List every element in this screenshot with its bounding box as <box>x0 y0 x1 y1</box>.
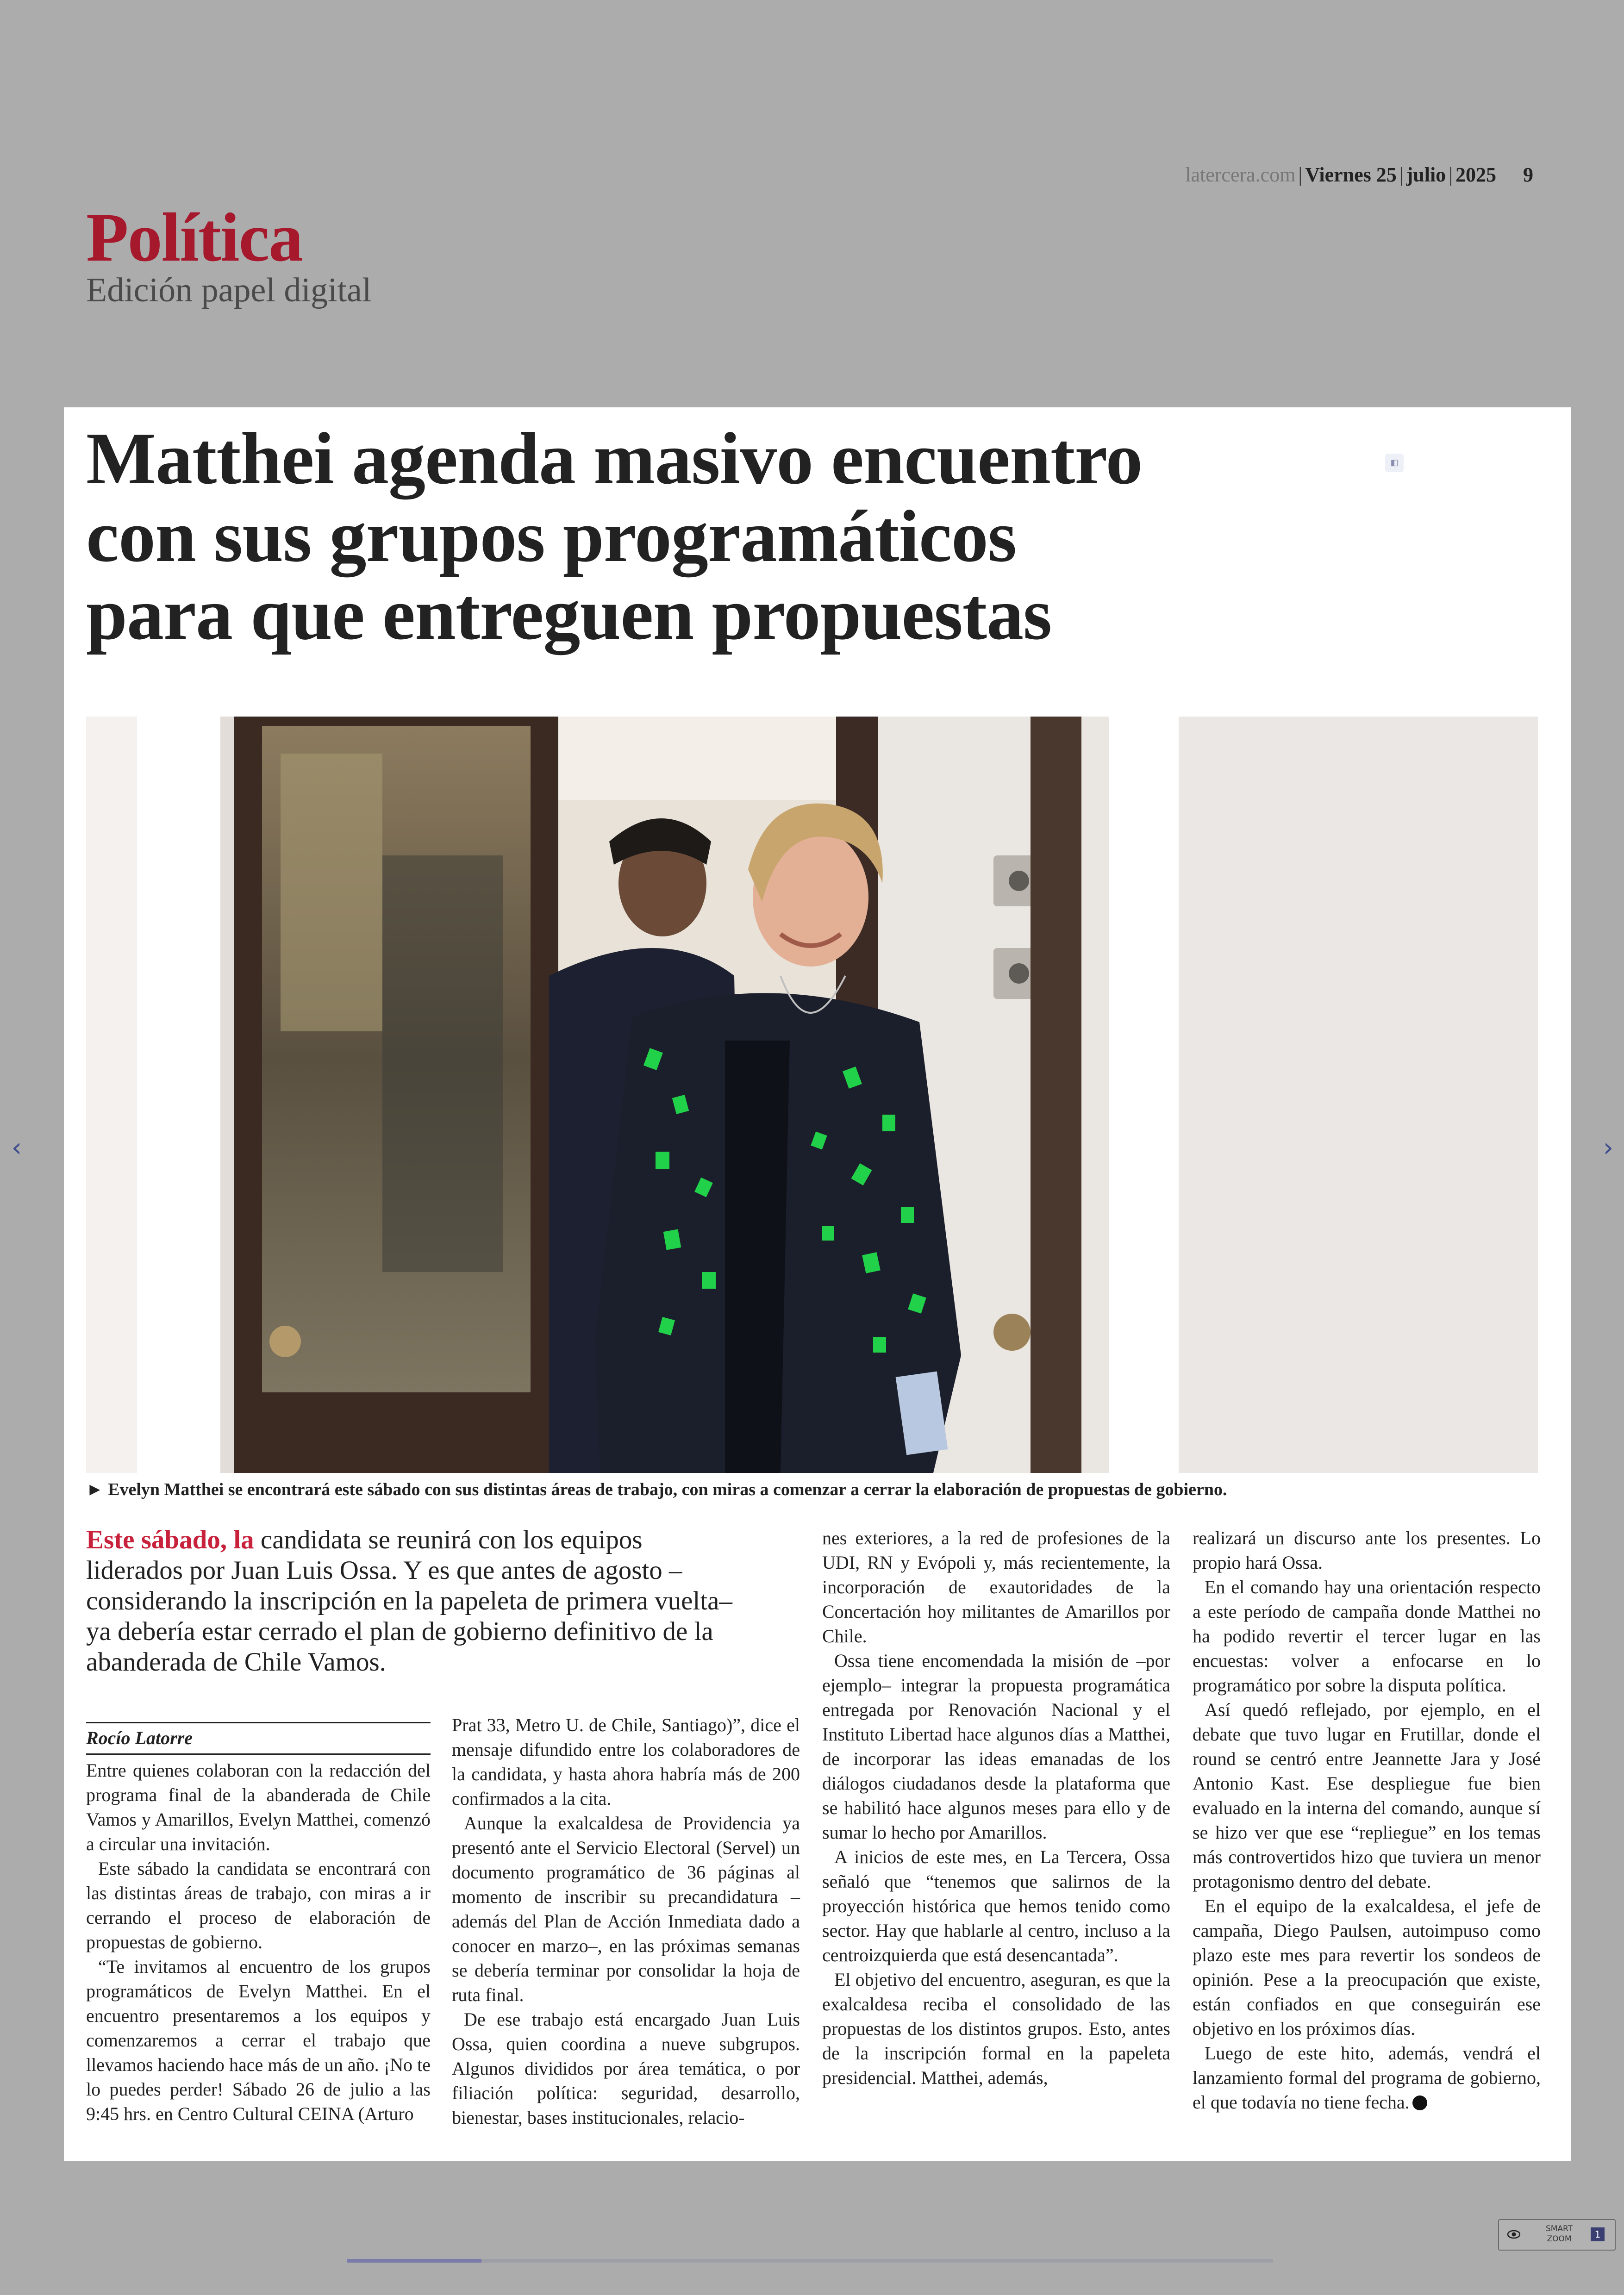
body-column-3 <box>822 1526 1170 2090</box>
body-column-1 <box>86 1758 431 2126</box>
smart-zoom-label-line: ZOOM <box>1547 2234 1572 2244</box>
body-column-2 <box>452 1713 800 2130</box>
page-number: 9 <box>1523 163 1533 186</box>
body-paragraph: A inicios de este mes, en La Tercera, Ossa señaló que “tenemos que salirnos de la proyección histórica que hemos tenido como sector. Hay que hablarle al centro, incluso a la centroizquierda que está desencantada”. <box>822 1846 1170 1965</box>
lead-kicker: Este sábado, la <box>86 1525 254 1554</box>
header-month: julio <box>1406 163 1446 186</box>
body-paragraph: Prat 33, Metro U. de Chile, Santiago)”, dice el mensaje difundido entre los colaboradores de la candidata, y hasta ahora habría más de 200 confirmados a la cita. <box>452 1715 800 1809</box>
body-paragraph: Ossa tiene encomendada la misión de –por ejemplo– integrar la propuesta programática entregada por Renovación Nacional y el Instituto Libertad hace algunos días a Matthei, de incorporar las ideas emanadas de los diálogos ciudadanos desde la plataforma que se habilitó hace algunos meses para ello y de sumar lo hecho por Amarillos. <box>822 1650 1170 1843</box>
chevron-left-icon: ‹ <box>11 1133 22 1163</box>
next-page-button[interactable] <box>1594 1129 1622 1166</box>
article-photo <box>86 717 1538 1473</box>
page-header-line: latercera.com | Viernes 25 | julio | 2025 <box>1185 163 1496 186</box>
headline-line: Matthei agenda masivo encuentro <box>86 417 1143 499</box>
lead-text: candidata se reunirá con los equipos liderados por Juan Luis Ossa. Y es que antes de agosto –considerando la inscripción en la papeleta de primera vuelta– ya debería estar cerrado el plan de gobierno definitivo de la abanderada de Chile Vamos. <box>86 1525 732 1677</box>
body-paragraph-last <box>1193 2041 1541 2114</box>
body-paragraph: En el comando hay una orientación respecto a este período de campaña donde Matthei no ha podido revertir el tercer lugar en las encuestas: volver a enfocarse en lo programático por sobre la disputa política. <box>1193 1577 1541 1696</box>
body-paragraph: El objetivo del encuentro, aseguran, es que la exalcaldesa reciba el consolidado de las propuestas de los distintos grupos. Esto, antes de la inscripción formal en la papeleta presidencial. Matthei, además, <box>822 1969 1170 2088</box>
page-marker-icon[interactable]: ◧ <box>1385 454 1404 472</box>
body-paragraph: En el equipo de la exalcaldesa, el jefe de campaña, Diego Paulsen, autoimpuso como plazo este mes para revertir los sondeos de opinión. Pese a la preocupación que existe, están confiados en que conseguirán ese objetivo en los próximos días. <box>1193 1896 1541 2039</box>
headline-line: para que entreguen propuestas <box>86 573 1052 655</box>
byline: Rocío Latorre <box>86 1722 431 1755</box>
body-column-4 <box>1193 1526 1541 2114</box>
edition-subtitle: Edición papel digital <box>86 271 372 309</box>
smart-zoom-button[interactable] <box>1498 2219 1616 2251</box>
section-title: Política <box>86 199 303 276</box>
page-progress-fill[interactable] <box>347 2259 481 2263</box>
end-dot-icon <box>1412 2095 1427 2110</box>
headline-line: con sus grupos programáticos <box>86 495 1017 577</box>
previous-page-button[interactable] <box>3 1129 31 1166</box>
eye-icon <box>1507 2228 1520 2240</box>
header-day: Viernes 25 <box>1305 163 1397 186</box>
body-paragraph-text: Luego de este hito, además, vendrá el lanzamiento formal del programa de gobierno, el que todavía no tiene fecha. <box>1193 2043 1541 2113</box>
body-paragraph: “Te invitamos al encuentro de los grupos programáticos de Evelyn Matthei. En el encuentro presentaremos a los equipos y comenzaremos a cerrar el trabajo que llevamos haciendo hace más de un año. ¡No te lo puedes perder! Sábado 26 de julio a las 9:45 hrs. en Centro Cultural CEINA (Arturo <box>86 1956 431 2124</box>
site-name: latercera.com <box>1185 163 1296 186</box>
smart-zoom-badge: 1 <box>1591 2227 1605 2241</box>
photo-caption: ► Evelyn Matthei se encontrará este sábado con sus distintas áreas de trabajo, con miras a comenzar a cerrar la elaboración de propuestas de gobierno. <box>86 1480 1227 1499</box>
body-paragraph: De ese trabajo está encargado Juan Luis Ossa, quien coordina a nueve subgrupos. Algunos divididos por área temática, o por filiación política: seguridad, desarrollo, bienestar, bases institucionales, relacio- <box>452 2009 800 2128</box>
body-paragraph: Entre quienes colaboran con la redacción del programa final de la abanderada de Chile Vamos y Amarillos, Evelyn Matthei, comenzó a circular una invitación. <box>86 1760 431 1854</box>
photo-illustration <box>86 717 1538 1473</box>
body-paragraph: Así quedó reflejado, por ejemplo, en el debate que tuvo lugar en Frutillar, donde el round se centró entre Jeannette Jara y José Antonio Kast. Ese despliegue fue bien evaluado en la interna del comando, aunque sí se hizo ver que ese “repliegue” en los temas más controvertidos hizo que tuviera un menor protagonismo dentro del debate. <box>1193 1699 1541 1892</box>
article-headline <box>86 419 1429 653</box>
chevron-right-icon: › <box>1603 1133 1614 1163</box>
body-paragraph: realizará un discurso ante los presentes. Lo propio hará Ossa. <box>1193 1528 1541 1573</box>
article-lead <box>86 1525 734 1678</box>
smart-zoom-label-line: SMART <box>1545 2224 1573 2233</box>
body-paragraph: Este sábado la candidata se encontrará con las distintas áreas de trabajo, con miras a ir cerrando el proceso de elaboración de propuestas de gobierno. <box>86 1858 431 1952</box>
header-year: 2025 <box>1455 163 1496 186</box>
body-paragraph: nes exteriores, a la red de profesiones de la UDI, RN y Evópoli y, más recientemente, la incorporación de exautoridades de la Concertación hoy militantes de Amarillos por Chile. <box>822 1528 1170 1646</box>
smart-zoom-label <box>1536 2224 1582 2244</box>
body-paragraph: Aunque la exalcaldesa de Providencia ya presentó ante el Servicio Electoral (Servel) un documento programático de 36 páginas al momento de inscribir su precandidatura –además del Plan de Acción Inmediata dado a conocer en marzo–, en las próximas semanas se debería terminar por consolidar la hoja de ruta final. <box>452 1813 800 2005</box>
page-progress-track[interactable] <box>347 2259 1273 2263</box>
